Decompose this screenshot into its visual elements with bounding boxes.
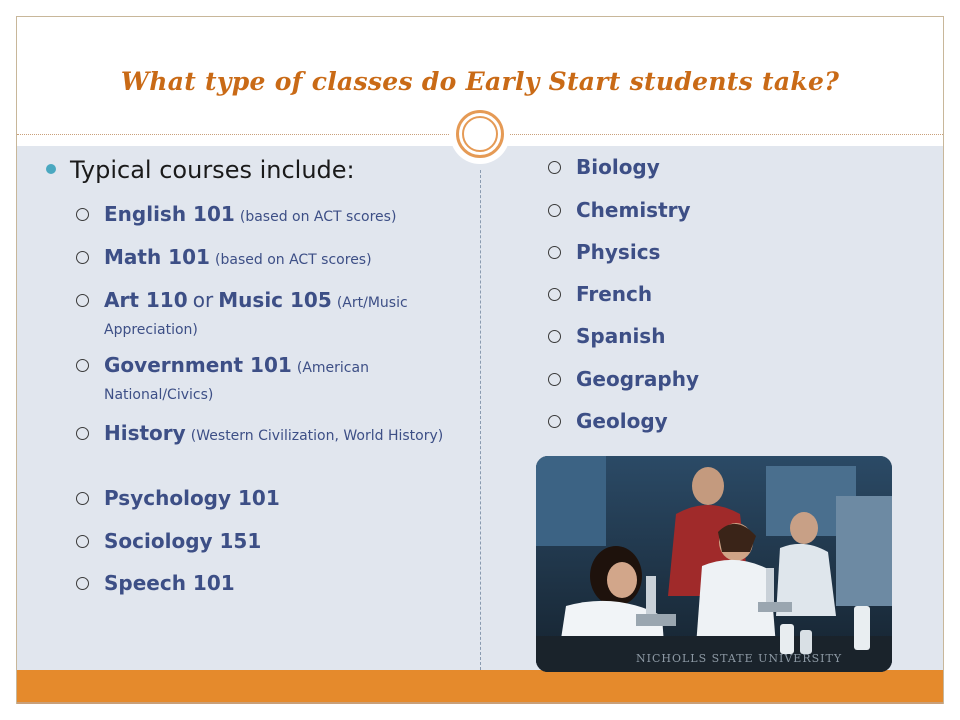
course-name: Physics [576,240,661,264]
list-item-biology [548,154,876,182]
course-name: Sociology 151 [104,529,262,553]
course-note: (based on ACT scores) [215,252,372,268]
course-note: (American National/Civics) [104,360,369,403]
list-item-geography [548,366,876,394]
hollow-circle-bullet-icon [76,208,89,221]
list-item-sociology [76,528,464,556]
main-bullet [46,154,355,186]
hollow-circle-bullet-icon [548,161,561,174]
hollow-circle-bullet-icon [548,246,561,259]
course-name: English 101 [104,202,235,226]
list-item-english [76,201,464,230]
list-item-math [76,244,464,273]
course-name: Speech 101 [104,571,235,595]
course-conjunction: or [192,288,214,312]
list-item-art-music [76,287,464,343]
list-item-government [76,352,464,408]
lab-photo [536,456,892,672]
list-item-spanish [548,323,876,351]
list-item-speech [76,570,464,598]
course-name: Math 101 [104,245,210,269]
hollow-circle-bullet-icon [76,492,89,505]
footer-strip [17,702,943,704]
filled-circle-bullet-icon [46,164,56,174]
course-name: Psychology 101 [104,486,280,510]
list-item-physics [548,239,876,267]
list-item-geology [548,408,876,436]
course-name: History [104,421,186,445]
hollow-circle-bullet-icon [76,251,89,264]
hollow-circle-bullet-icon [76,427,89,440]
list-item-french [548,281,876,309]
hollow-circle-bullet-icon [548,415,561,428]
course-note: (Western Civilization, World History) [190,428,444,444]
course-name: Government 101 [104,353,292,377]
course-note: (based on ACT scores) [239,209,397,225]
hollow-circle-bullet-icon [548,330,561,343]
course-name: Art 110 [104,288,188,312]
course-name: Geology [576,409,668,433]
footer-bar [17,670,943,704]
list-item-chemistry [548,197,876,225]
course-note: (Art/Music Appreciation) [104,295,408,338]
hollow-circle-bullet-icon [548,288,561,301]
ornament-inner-ring [462,116,498,152]
course-name: Biology [576,155,660,179]
hollow-circle-bullet-icon [548,373,561,386]
list-item-history [76,420,464,449]
hollow-circle-bullet-icon [76,535,89,548]
list-item-psychology [76,485,464,513]
course-name: French [576,282,653,306]
left-heading: Typical courses include: [70,156,355,184]
course-name: Spanish [576,324,666,348]
hollow-circle-bullet-icon [548,204,561,217]
course-name: Chemistry [576,198,691,222]
course-name-alt: Music 105 [218,288,332,312]
lab-scene-illustration [536,456,892,672]
hollow-circle-bullet-icon [76,294,89,307]
hollow-circle-bullet-icon [76,359,89,372]
photo-watermark: NICHOLLS STATE UNIVERSITY [636,652,843,665]
column-divider [480,170,481,670]
course-name: Geography [576,367,699,391]
slide-title: What type of classes do Early Start students take? [120,67,840,96]
hollow-circle-bullet-icon [76,577,89,590]
